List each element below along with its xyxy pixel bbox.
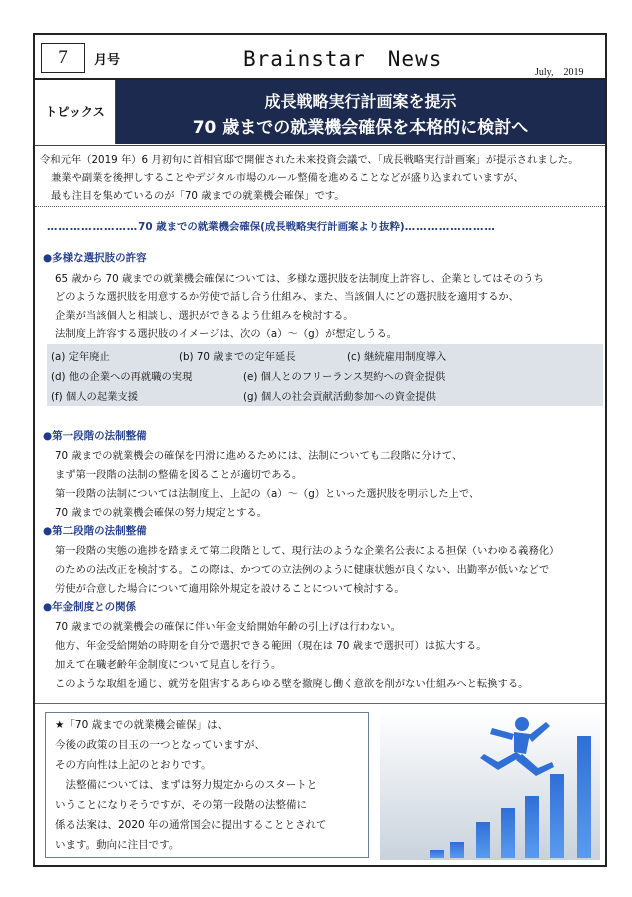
option-e: (e) 個人とのフリーランス契約への資金提供 <box>243 371 446 383</box>
stage2-line: のための法改正を検討する。この際は、かつての立法例のように健康状態が良くない、出勤率が低いなどで <box>55 564 550 576</box>
stage2-line: 第一段階の実態の進捗を踏まえて第二段階として、現行法のような企業名公表による担保（いわゆる義務化） <box>55 545 560 557</box>
intro-line: 令和元年（2019 年）6 月初旬に首相官邸で開催された未来投資会議で、「成長戦略実行計画案」が提示されました。 <box>40 154 579 166</box>
newsletter-page <box>33 33 607 867</box>
issue-number: 7 <box>41 43 85 73</box>
topic-banner <box>35 80 605 146</box>
month-label: 月号 <box>94 53 121 68</box>
pension-line: このような取組を通じ、就労を阻害するあらゆる壁を撤廃し働く意欲を削がない仕組みへと転換する。 <box>55 678 529 690</box>
growth-bar <box>577 736 591 858</box>
option-c: (c) 継続雇用制度導入 <box>347 351 447 363</box>
newsletter-title: Brainstar News <box>243 47 443 71</box>
growth-bar <box>550 774 564 858</box>
topic-title-line2: 70 歳までの就業機会確保を本格的に検討へ <box>192 118 529 138</box>
commentary-line: います。動向に注目です。 <box>55 839 180 851</box>
pension-heading: ●年金制度との関係 <box>43 601 137 613</box>
growth-bar <box>430 850 444 858</box>
stage2-line: 労使が合意した場合について適用除外規定を設けることについて検討する。 <box>55 583 405 595</box>
growth-bar <box>450 842 464 858</box>
stage1-heading: ●第一段階の法制整備 <box>43 430 147 442</box>
pension-line: 他方、年金受給開始の時期を自分で選択できる範囲（現在は 70 歳まで選択可）は拡大する。 <box>55 640 487 652</box>
topic-label: トピックス <box>35 80 116 144</box>
choices-line: 企業が当該個人と相談し、選択ができるよう仕組みを検討する。 <box>55 310 354 322</box>
commentary-box <box>45 712 369 858</box>
choices-line: どのような選択肢を用意するか労使で話し合う仕組み、また、当該個人にどの選択肢を適用するか、 <box>55 291 519 303</box>
intro-line: 最も注目を集めているのが「70 歳までの就業機会確保」です。 <box>51 190 345 202</box>
commentary-line: いうことになりそうですが、その第一段階の法整備に <box>55 799 307 811</box>
intro-paragraph <box>35 147 605 207</box>
choices-line: 65 歳から 70 歳までの就業機会確保については、多様な選択肢を法制度上許容し、企業としてはそのうち <box>55 273 544 285</box>
section-title: ……………………70 歳までの就業機会確保(成長戦略実行計画案より抜粋)…………………… <box>47 221 496 233</box>
growth-illustration <box>380 710 600 860</box>
masthead <box>35 35 605 80</box>
pension-line: 70 歳までの就業機会の確保に伴い年金支給開始年齢の引上げは行わない。 <box>55 621 401 633</box>
intro-line: 兼業や副業を後押しすることやデジタル市場のルール整備を進めることなどが盛り込まれていますが、 <box>51 172 524 184</box>
growth-bar <box>501 808 515 858</box>
commentary-line: 今後の政策の目玉の一つとなっていますが、 <box>55 739 265 751</box>
growth-bar <box>525 796 539 858</box>
options-box <box>47 344 603 406</box>
stage1-line: 第一段階の法制については法制度上、上記の（a）～（g）といった選択肢を明示した上で、 <box>55 488 480 500</box>
topic-title-band <box>116 80 605 144</box>
commentary-line: ★「70 歳までの就業機会確保」は、 <box>55 719 229 731</box>
option-f: (f) 個人の起業支援 <box>51 391 139 403</box>
stage2-heading: ●第二段階の法制整備 <box>43 525 147 537</box>
option-a: (a) 定年廃止 <box>51 351 110 363</box>
stage1-line: 70 歳までの就業機会確保の努力規定とする。 <box>55 507 268 519</box>
commentary-line: その方向性は上記のとおりです。 <box>55 759 212 771</box>
choices-heading: ●多様な選択肢の許容 <box>43 252 147 264</box>
bottom-section <box>35 703 605 866</box>
pension-line: 加えて在職老齢年金制度について見直しを行う。 <box>55 659 282 671</box>
option-b: (b) 70 歳までの定年延長 <box>179 351 296 363</box>
growth-bar <box>476 822 490 858</box>
commentary-line: 係る法案は、2020 年の通常国会に提出することとされて <box>55 819 327 831</box>
choices-line: 法制度上許容する選択肢のイメージは、次の（a）～（g）が想定しうる。 <box>55 328 398 340</box>
commentary-line: 法整備については、まずは努力規定からのスタートと <box>55 779 318 791</box>
topic-title-line1: 成長戦略実行計画案を提示 <box>264 92 457 111</box>
stage1-line: まず第一段階の法制の整備を図ることが適切である。 <box>55 469 303 481</box>
stage1-line: 70 歳までの就業機会の確保を円滑に進めるためには、法制についても二段階に分けて、 <box>55 450 463 462</box>
option-d: (d) 他の企業への再就職の実現 <box>51 371 193 383</box>
option-g: (g) 個人の社会貢献活動参加への資金提供 <box>243 391 436 403</box>
issue-date: July, 2019 <box>535 67 584 78</box>
